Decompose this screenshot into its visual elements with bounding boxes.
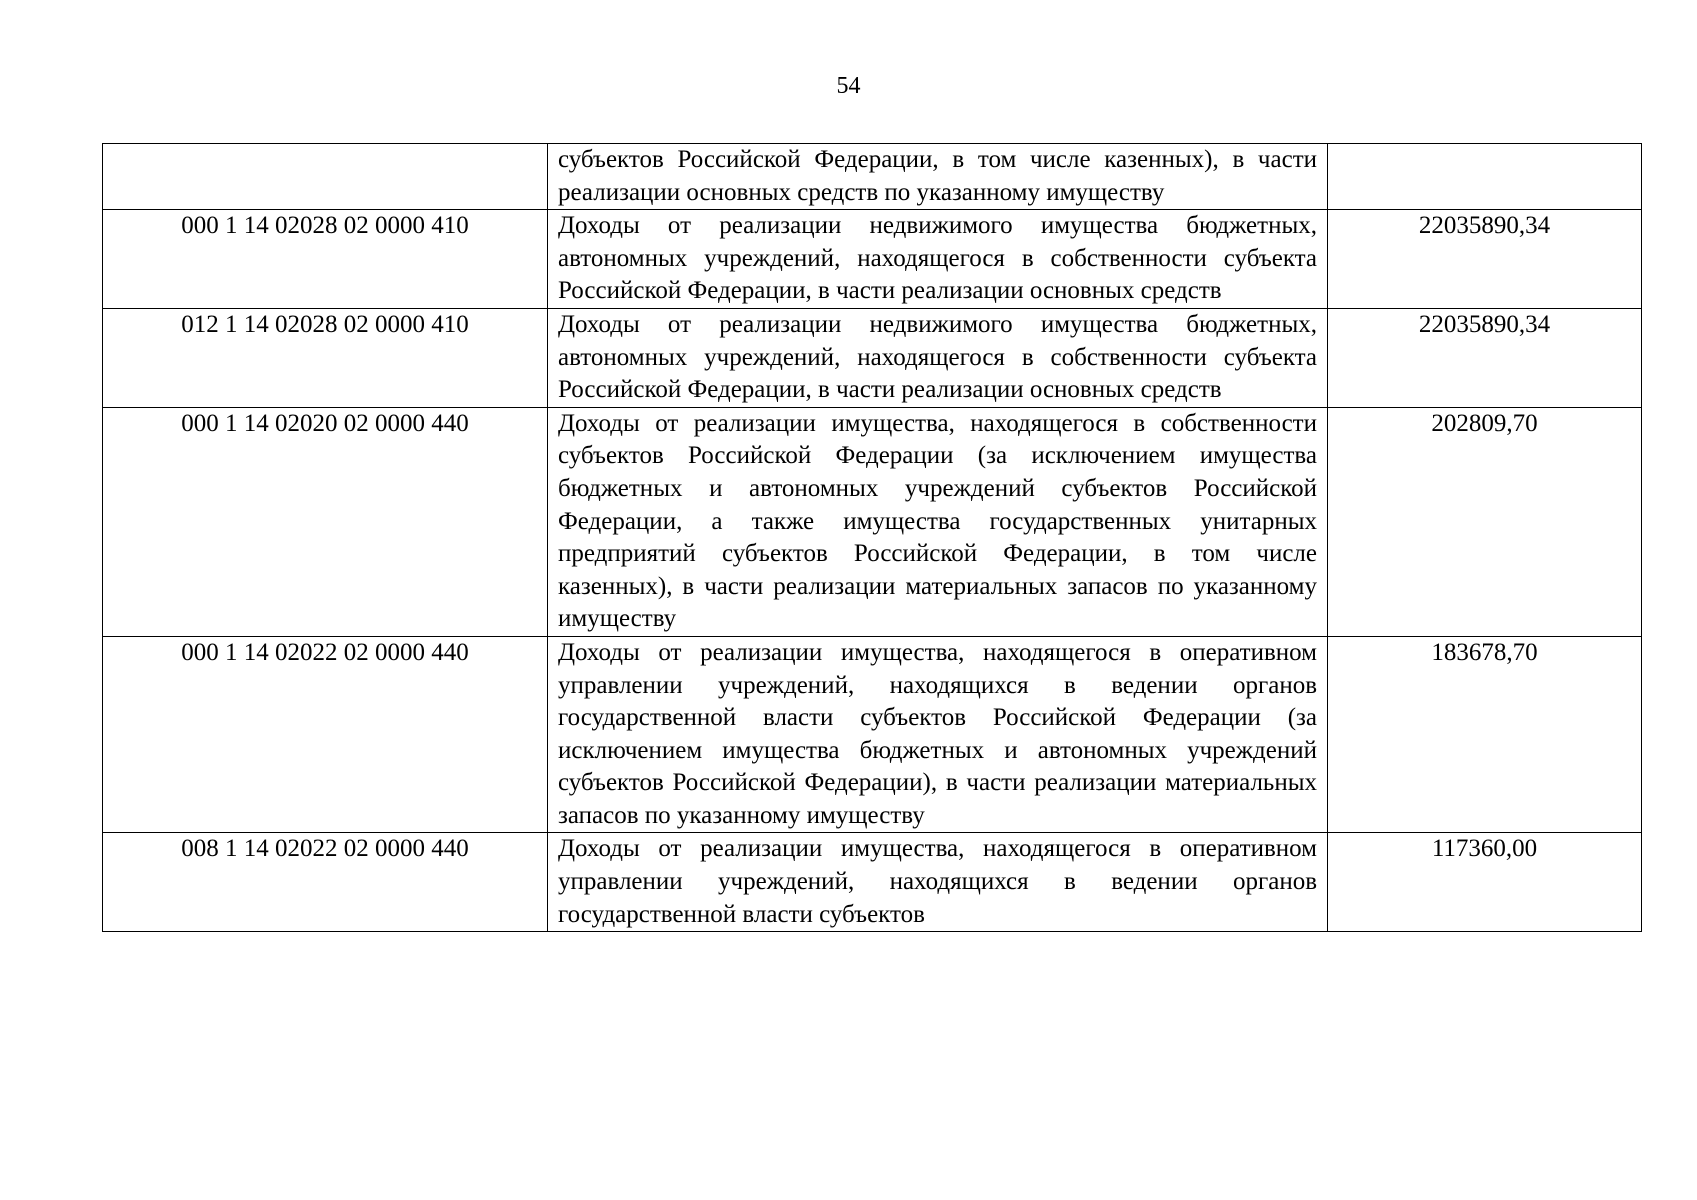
- code-cell: 000 1 14 02022 02 0000 440: [103, 636, 548, 833]
- amount-cell: [1328, 144, 1642, 210]
- code-cell: 000 1 14 02028 02 0000 410: [103, 210, 548, 309]
- description-cell: [548, 407, 1328, 636]
- description-text: Доходы от реализации недвижимого имущества бюджетных, автономных учреждений, находящегося в собственности субъекта Российской Федерации, в части реализации основных средств: [558, 310, 1317, 404]
- amount-cell: 22035890,34: [1328, 308, 1642, 407]
- amount-cell: 117360,00: [1328, 833, 1642, 932]
- table-row: [103, 407, 1642, 636]
- description-text: субъектов Российской Федерации, в том числе казенных), в части реализации основных средств по указанному имуществу: [558, 146, 1317, 206]
- description-cell: [548, 308, 1328, 407]
- amount-cell: 202809,70: [1328, 407, 1642, 636]
- table-row: [103, 308, 1642, 407]
- description-cell: [548, 636, 1328, 833]
- table-row: [103, 144, 1642, 210]
- amount-cell: 183678,70: [1328, 636, 1642, 833]
- table-row: [103, 636, 1642, 833]
- description-text: Доходы от реализации имущества, находящегося в оперативном управлении учреждений, находящихся в ведении органов государственной власти субъектов Российской Федерации (за исключением имущества бюджетных и автономных учреждений субъектов Российской Федерации), в части реализации материальных запасов по указанному имуществу: [558, 638, 1317, 829]
- revenue-table: [102, 143, 1642, 932]
- code-cell: [103, 144, 548, 210]
- description-cell: [548, 210, 1328, 309]
- description-text: Доходы от реализации имущества, находящегося в оперативном управлении учреждений, находящихся в ведении органов государственной власти субъектов: [558, 835, 1317, 928]
- description-cell: [548, 144, 1328, 210]
- amount-cell: 22035890,34: [1328, 210, 1642, 309]
- code-cell: 000 1 14 02020 02 0000 440: [103, 407, 548, 636]
- description-cell: [548, 833, 1328, 932]
- code-cell: 012 1 14 02028 02 0000 410: [103, 308, 548, 407]
- code-cell: 008 1 14 02022 02 0000 440: [103, 833, 548, 932]
- description-text: Доходы от реализации недвижимого имущества бюджетных, автономных учреждений, находящегося в собственности субъекта Российской Федерации, в части реализации основных средств: [558, 212, 1317, 305]
- table-row: [103, 210, 1642, 309]
- description-text: Доходы от реализации имущества, находящегося в собственности субъектов Российской Федерации (за исключением имущества бюджетных и автономных учреждений субъектов Российской Федерации, а также имущества государственных унитарных предприятий субъектов Российской Федерации, в том числе казенных), в части реализации материальных запасов по указанному имуществу: [558, 409, 1317, 633]
- page-number: 54: [836, 73, 861, 99]
- table-row: [103, 833, 1642, 932]
